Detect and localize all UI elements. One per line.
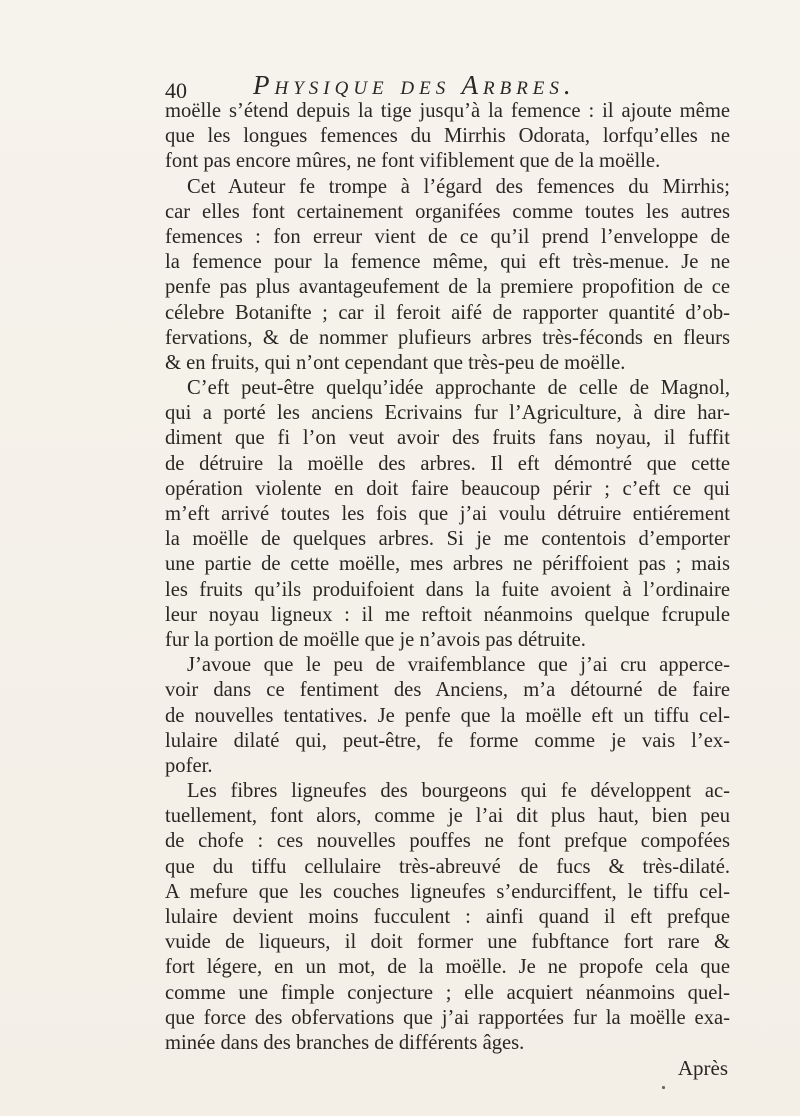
- text-line: fur la portion de moëlle que je n’avois pas détruite.: [165, 628, 586, 651]
- text-line: Cet Auteur fe trompe à l’égard des femences du Mirrhis;: [187, 175, 730, 198]
- text-line: fervations, & de nommer plufieurs arbres très-féconds en fleurs: [165, 326, 730, 349]
- text-line: pofer.: [165, 754, 213, 777]
- text-line: A mefure que les couches ligneufes s’endurciffent, le tiffu cel-: [165, 880, 730, 903]
- text-line: les fruits qu’ils produifoient dans la fuite avoient à l’ordinaire: [165, 578, 730, 601]
- text-line: comme une fimple conjecture ; elle acquiert néanmoins quel-: [165, 981, 730, 1004]
- text-line: Les fibres ligneufes des bourgeons qui fe développent ac-: [187, 780, 730, 803]
- ink-speck: [662, 1086, 665, 1089]
- text-line: & en fruits, qui n’ont cependant que très-peu de moëlle.: [165, 351, 626, 374]
- text-line: que les longues femences du Mirrhis Odorata, lorfqu’elles ne: [165, 125, 730, 148]
- body-text: [165, 99, 730, 1056]
- text-line: moëlle s’étend depuis la tige jusqu’à la femence : il ajoute même: [165, 100, 730, 122]
- text-line: célebre Botanifte ; car il feroit aifé de rapporter quantité d’ob-: [165, 301, 730, 324]
- text-line: une partie de cette moëlle, mes arbres ne périffoient pas ; mais: [165, 553, 730, 576]
- text-line: de chofe : ces nouvelles pouffes ne font prefque compofées: [165, 830, 730, 853]
- text-line: de détruire la moëlle des arbres. Il eft démontré que cette: [165, 452, 730, 475]
- text-line: fort légere, en un mot, de la moëlle. Je ne propofe cela que: [165, 956, 730, 979]
- page-number: 40: [165, 78, 187, 103]
- text-line: voir dans ce fentiment des Anciens, m’a détourné de faire: [165, 679, 730, 702]
- running-title: Physique des Arbres.: [253, 70, 576, 100]
- text-line: leur noyau ligneux : il me reftoit néanmoins quelque fcrupule: [165, 603, 730, 626]
- text-line: car elles font certainement organifées comme toutes les autres: [165, 200, 730, 223]
- text-line: minée dans des branches de différents âges.: [165, 1031, 525, 1054]
- text-line: J’avoue que le peu de vraifemblance que j’ai cru apperce-: [187, 654, 730, 677]
- text-line: penfe pas plus avantageufement de la premiere propofition de ce: [165, 276, 730, 299]
- text-line: que force des obfervations que j’ai rapportées fur la moëlle exa-: [165, 1006, 730, 1029]
- text-line: tuellement, font alors, comme je l’ai dit plus haut, bien peu: [165, 805, 730, 828]
- text-line: diment que fi l’on veut avoir des fruits fans noyau, il fuffit: [165, 427, 730, 450]
- text-line: vuide de liqueurs, il doit former une fubftance fort rare &: [165, 931, 730, 954]
- text-line: de nouvelles tentatives. Je penfe que la moëlle eft un tiffu cel-: [165, 704, 730, 727]
- text-line: opération violente en doit faire beaucoup périr ; c’eft ce qui: [165, 477, 730, 500]
- text-line: font pas encore mûres, ne font vifiblement que de la moëlle.: [165, 150, 661, 173]
- text-line: m’eft arrivé toutes les fois que j’ai voulu détruire entiérement: [165, 503, 730, 525]
- text-line: la femence pour la femence même, qui eft très-menue. Je ne: [165, 251, 730, 274]
- text-line: lulaire devient moins fucculent : ainfi quand il eft prefque: [165, 906, 730, 928]
- text-line: qui a porté les anciens Ecrivains fur l’Agriculture, à dire har-: [165, 402, 730, 425]
- text-line: femences : fon erreur vient de ce qu’il prend l’enveloppe de: [165, 225, 730, 248]
- catchword: Après: [677, 1056, 728, 1080]
- text-line: lulaire dilaté qui, peut-être, fe forme comme je vais l’ex-: [165, 729, 730, 752]
- text-line: la moëlle de quelques arbres. Si je me contentois d’emporter: [165, 528, 730, 551]
- text-line: que du tiffu cellulaire très-abreuvé de fucs & très-dilaté.: [165, 855, 730, 878]
- text-line: C’eft peut-être quelqu’idée approchante de celle de Magnol,: [187, 377, 730, 400]
